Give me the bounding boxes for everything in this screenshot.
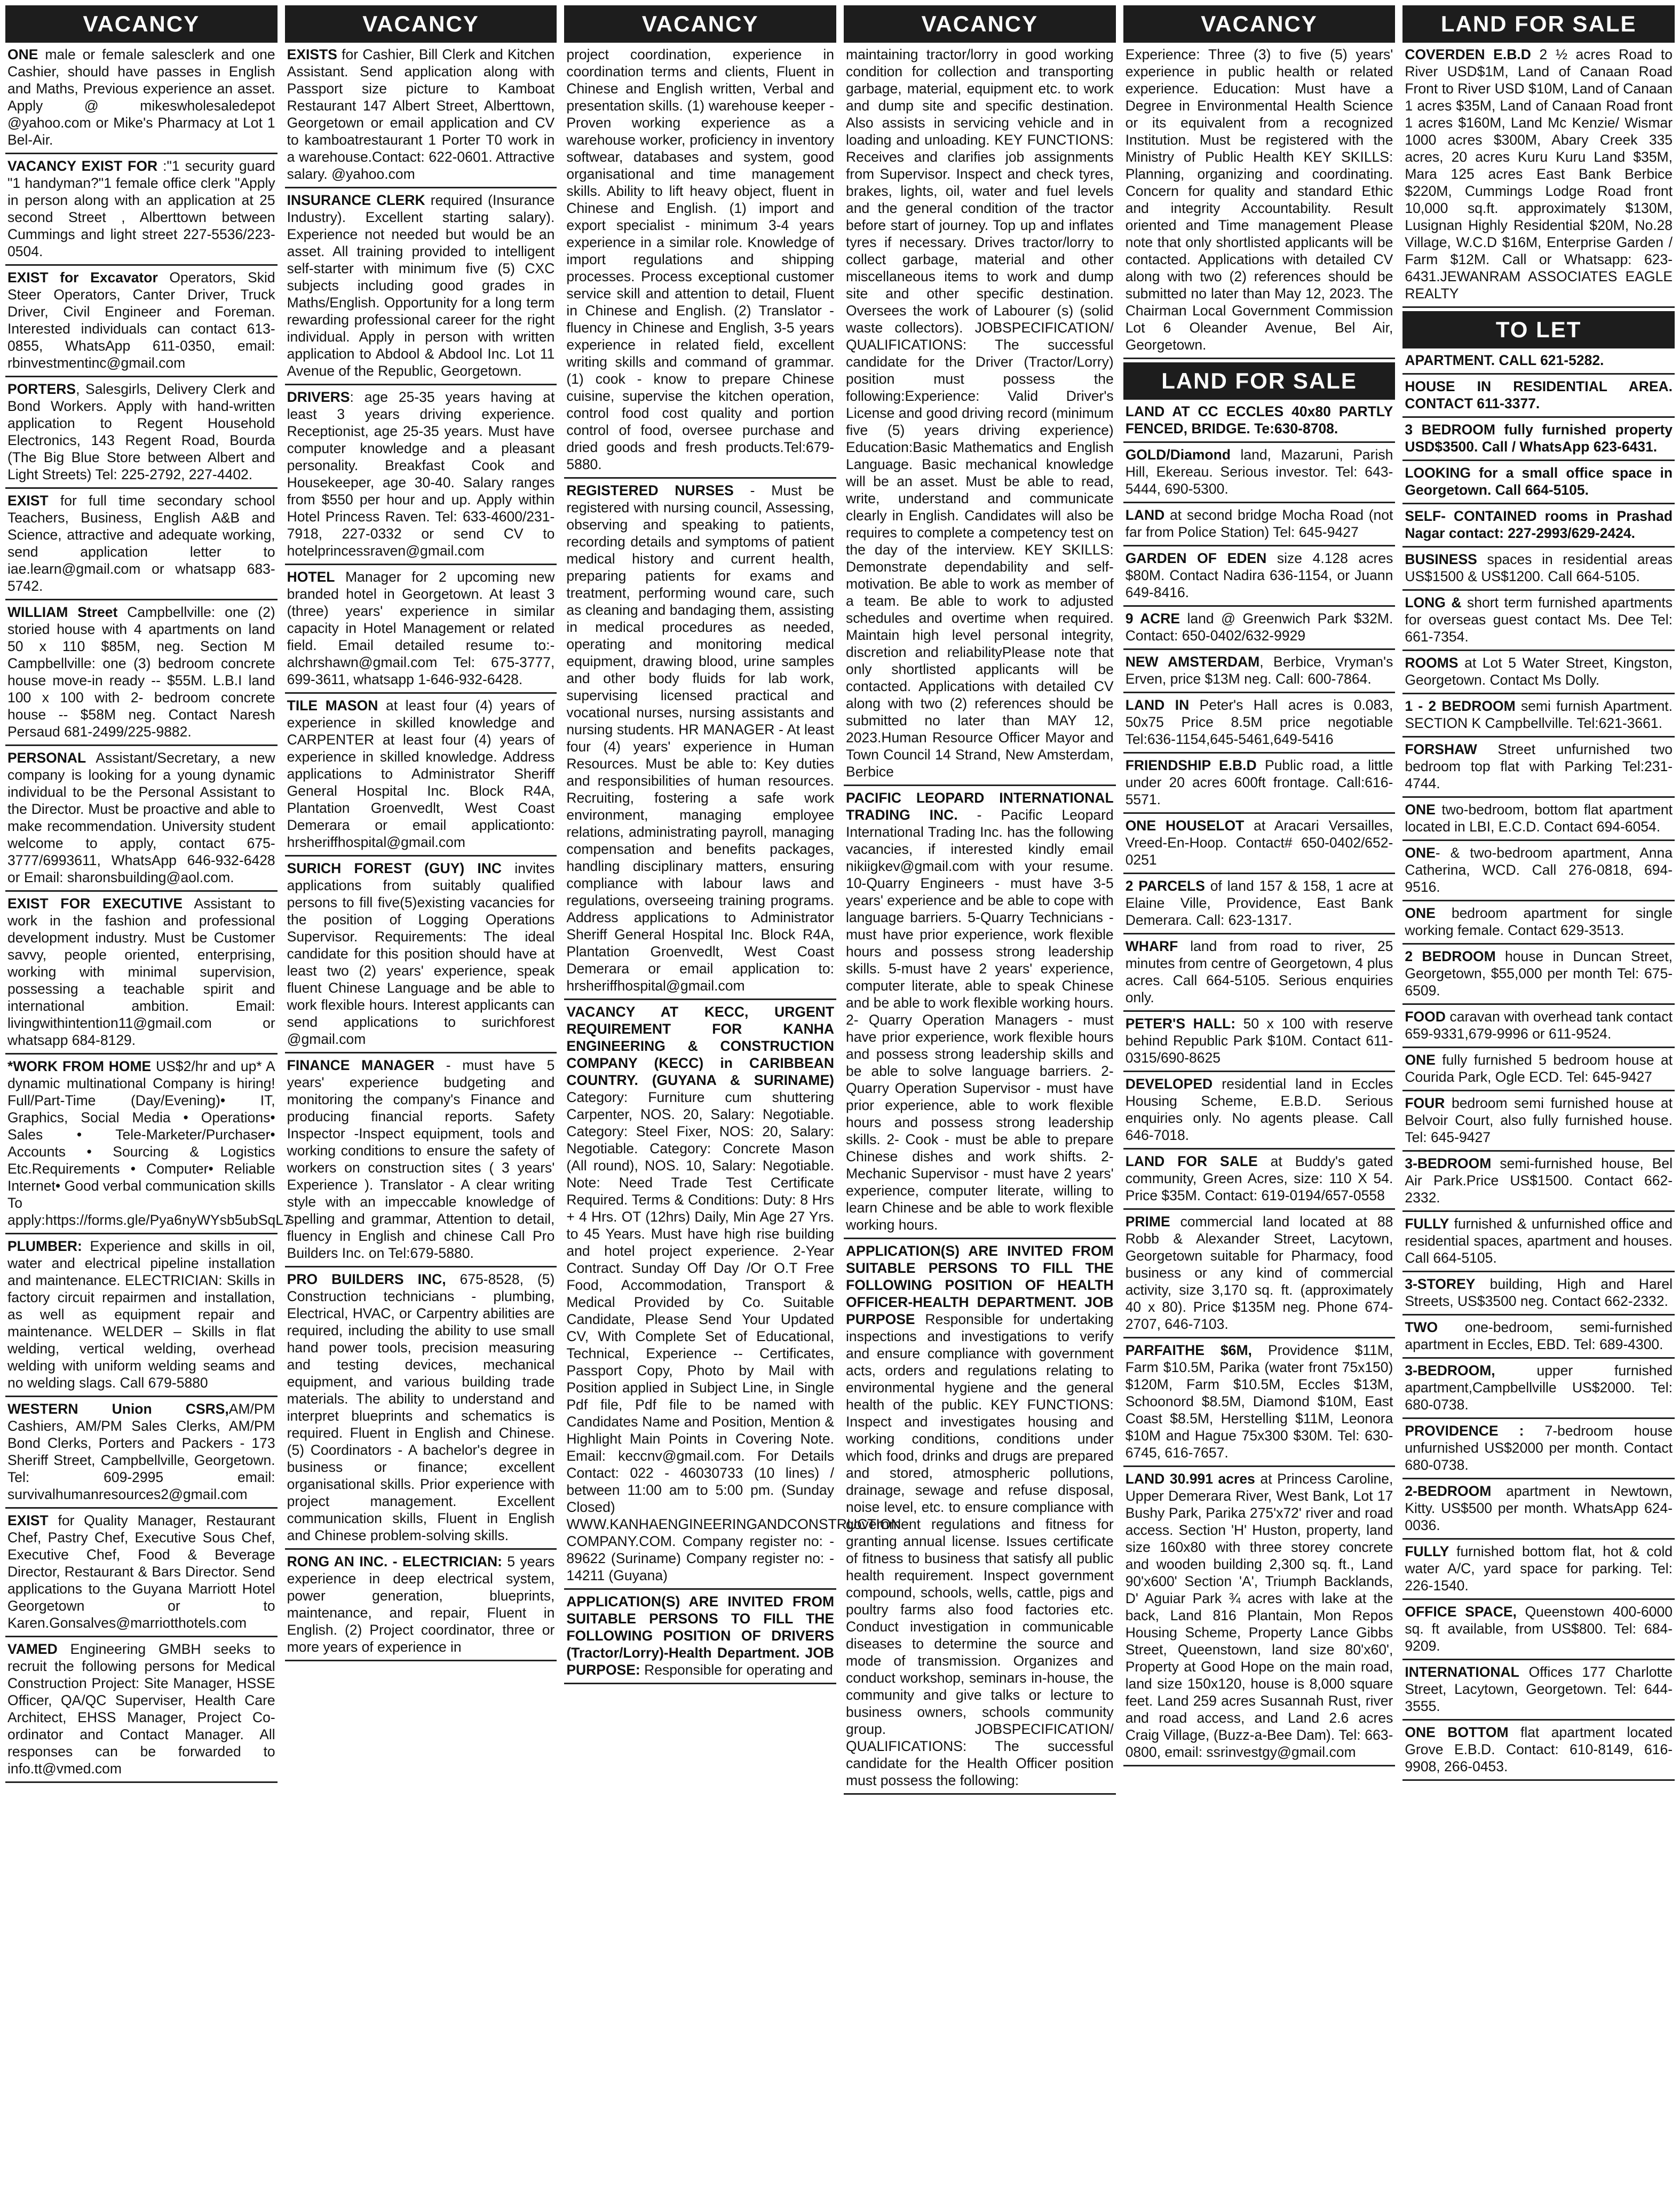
ad-text: at Lot 5 Water Street, Kingston, Georgetown. Contact Ms Dolly. <box>1405 655 1673 688</box>
classified-ad <box>285 1267 557 1550</box>
classified-ad <box>1402 1419 1675 1479</box>
ad-text: semi-furnished house, Bel Air Park.Price US$1500. Contact 662-2332. <box>1405 1155 1673 1206</box>
section-header-to-let: TO LET <box>1402 311 1675 348</box>
classified-ad <box>5 1637 278 1783</box>
ad-lead: ONE <box>1405 1052 1436 1068</box>
classified-ad <box>1123 443 1396 503</box>
classified-ad <box>1402 738 1675 798</box>
classified-ad <box>285 385 557 565</box>
ad-lead: SELF- CONTAINED rooms in Prashad Nagar contact: 227-2993/629-2424. <box>1405 508 1673 541</box>
classified-ad <box>1123 814 1396 874</box>
ad-text: flat apartment located Grove E.B.D. Contact: 610-8149, 616-9908, 266-0453. <box>1405 1724 1673 1774</box>
ad-lead: FRIENDSHIP E.B.D <box>1125 757 1257 773</box>
ad-lead: PORTERS <box>7 381 76 397</box>
classified-ad <box>564 43 836 479</box>
ad-lead: EXIST <box>7 1512 49 1528</box>
ad-text: project coordination, experience in coordination terms and clients, Fluent in Chinese and English written, Verbal and presentation skills. (1) warehouse keeper - Proven working experience as a warehouse worker, proficiency in inventory softwear, databases and system, good organisational and time management skills. Ability to lift heavy object, fluent in Chinese and English. (1) import and export specialist - minimum 3-4 years experience in a similar role. Knowledge of import regulations and shipping processes. Process exceptional customer service skill and attention to detail, Fluent in Chinese and English. (2) Translator - fluency in Chinese and English, 3-5 years experience in related field, excellent writing skills and command of grammar. (1) cook - know to prepare Chinese cuisine, supervise the kitchen operation, control food cost quality and portion control of food, oversee purchase and dried goods and fresh products.Tel:679-5880. <box>566 46 835 472</box>
classifieds-page <box>5 5 1675 2200</box>
ad-lead: ONE <box>1405 802 1436 818</box>
ad-text: - must have 5 years' experience budgeting and monitoring the company's Finance and producing financial reports. Safety Inspector -Inspect equipment, tools and working conditions to ensure the safety of workers on construction sites ( 3 years' Experience ). Translator - A clear writing style with an impeccable knowledge of spelling and grammar, Attention to detail, fluency in English and chinese Call Pro Builders Inc. on Tel:679-5880. <box>287 1057 555 1261</box>
classified-ad <box>285 857 557 1053</box>
ad-lead: PACIFIC LEOPARD INTERNATIONAL TRADING INC. <box>846 790 1114 823</box>
ad-text: for full time secondary school Teachers, Business, English A&B and Science, attractive and adequate working, send application letter to iae.learn@gmail.com or whatsapp 683-5742. <box>7 493 275 594</box>
ad-text: Operators, Skid Steer Operators, Canter Driver, Truck Driver, Civil Engineer and Foreman. Interested individuals can contact 613-0855, WhatsApp 611-0350, email: rbinvestmentinc@gmail.com <box>7 270 275 371</box>
classified-ad <box>1123 607 1396 650</box>
classified-ad <box>1402 1540 1675 1600</box>
ad-lead: PROVIDENCE : <box>1405 1423 1524 1439</box>
classified-ad <box>1402 841 1675 901</box>
classified-ad <box>1123 934 1396 1012</box>
classified-ad <box>1402 798 1675 841</box>
ad-text: Queenstown 400-6000 sq. ft available, from US$800. Tel: 684-9209. <box>1405 1604 1673 1654</box>
ad-lead: ONE <box>1405 905 1436 921</box>
classified-ad <box>1123 1338 1396 1467</box>
ad-text: Peter's Hall acres is 0.083, 50x75 Price 8.5M price negotiable Tel:636-1154,645-5461,649-5416 <box>1125 697 1393 747</box>
ad-text: Public road, a little under 20 acres 600ft frontage. Call:616-5571. <box>1125 757 1393 807</box>
classified-ad <box>1402 1272 1675 1315</box>
ad-text: at Princess Caroline, Upper Demerara River, West Bank, Lot 17 Bushy Park, Parika 275'x72' river and road access. Section 'H' Huston, property, land size 160x80 with three storey concrete and wooden building 2,300 sq. ft., Land 90'x600' Section 'A', Triumph Backlands, D' Aguiar Park ¾ acres with lake at the back, Land 816 Plantain, Mon Repos Housing Scheme, Property Lance Gibbs Street, Queenstown, land size 80'x60', Property at Good Hope on the main road, land size 150x120, house is 8,000 square feet. Land 259 acres Susannah Rust, river and road access, and Land 2.6 acres Craig Village, (Buzz-a-Bee Dam). Tel: 663-0800, email: ssrinvestgy@gmail.com <box>1125 1471 1393 1760</box>
classified-ad <box>1123 650 1396 693</box>
ad-lead: *WORK FROM HOME <box>7 1058 152 1074</box>
ad-text: - & two-bedroom apartment, Anna Catherina, WCD. Call 276-0818, 694-9516. <box>1405 845 1673 895</box>
ad-lead: EXISTS <box>287 46 337 62</box>
ad-lead: PRO BUILDERS INC, <box>287 1271 446 1287</box>
ad-lead: FOUR <box>1405 1095 1445 1111</box>
classified-ad <box>285 694 557 857</box>
classified-ad <box>5 1055 291 1234</box>
ad-lead: TWO <box>1405 1319 1438 1335</box>
ad-text: spaces in residential areas US$1500 & US$1200. Call 664-5105. <box>1405 551 1673 584</box>
ad-text: land from road to river, 25 minutes from centre of Georgetown, 4 plus acres. Call 664-5105. Serious enquiries only. <box>1125 938 1393 1005</box>
classified-ad <box>5 377 278 489</box>
ad-text: 7-bedroom house unfurnished US$2000 per month. Contact 680-0738. <box>1405 1423 1673 1473</box>
column-5 <box>1123 5 1396 2200</box>
ad-text: required (Insurance Industry). Excellent starting salary). Experience not needed but would be an asset. All training provided to intelligent self-starter with minimum five (5) CXC subjects including good grades in Maths/English. Opportunity for a long term rewarding professional career for the right individual. Apply in person with written application to Abdool & Abdool Inc. Lot 11 Avenue of the Republic, Georgetown. <box>287 192 555 379</box>
ad-lead: PARFAITHE $6M, <box>1125 1342 1252 1358</box>
ad-text: Engineering GMBH seeks to recruit the following persons for Medical Construction Project: Site Manager, HSSE Officer, QA/QC Superviser, Health Care Architect, EHSS Manager, Project Co-ordinator and Contact Manager. All responses can be forwarded to info.tt@vmed.com <box>7 1641 275 1777</box>
ad-text: , Salesgirls, Delivery Clerk and Bond Workers. Apply with hand-written application to Regent Household Electronics, 143 Regent Road, Bourda (The Big Blue Store between Albert and Light Streets) Tel: 225-2792, 227-4402. <box>7 381 275 482</box>
ad-lead: PLUMBER: <box>7 1238 82 1254</box>
section-header: VACANCY <box>5 5 278 43</box>
classified-ad <box>5 154 278 266</box>
ad-lead: VAMED <box>7 1641 58 1657</box>
ad-text: short term furnished apartments for overseas guest contact Ms. Dee Tel: 661-7354. <box>1405 595 1673 645</box>
classified-ad <box>5 266 278 377</box>
ad-text: two-bedroom, bottom flat apartment located in LBI, E.C.D. Contact 694-6054. <box>1405 802 1673 835</box>
ad-lead: TILE MASON <box>287 698 378 714</box>
classified-ad <box>1123 1012 1396 1072</box>
ad-lead: SURICH FOREST (GUY) INC <box>287 860 502 876</box>
ad-lead: PRIME <box>1125 1214 1170 1230</box>
ad-text: maintaining tractor/lorry in good working condition for collection and transporting garbage, material, equipment etc. to work and dump site and specific destination. Also assists in servicing vehicle and in loading and unloading. KEY FUNCTIONS: Receives and clarifies job assignments from Supervisor. Inspect and check tyres, brakes, lights, oil, water and fuel levels and the general condition of the tractor before start of journey. Top up and inflates tyres if necessary. Drives tractor/lorry to collect garbage, material and other miscellaneous items to work and dump site and other specific destination. Oversees the work of Labourer (s) (solid waste collectors). JOBSPECIFICATION/ QUALIFICATIONS: The successful candidate for the Driver (Tractor/Lorry) position must possess the following:Experience: Valid Driver's License and good driving record (minimum five (5) years driving experience) Education:Basic Mathematics and English Language. Basic mechanical knowledge will be an asset. Must be able to read, write, understand and communicate clearly in English. Candidates will also be requires to complete a competency test on the day of the interview. KEY SKILLS: Demonstrate dependability and self-motivation. Be able to work as member of a team. Be able to work to adjusted schedules and overtime when required. Maintain high level personal integrity, discretion and reliabilityPlease note that only shortlisted applicants will be contacted. Applications with detailed CV along with two (2) references should be submitted no later than MAY 12, 2023.Human Resource Officer Mayor and Town Council 14 Strand, New Amsterdam, Berbice <box>846 46 1114 780</box>
section-header: VACANCY <box>844 5 1116 43</box>
ad-text: at second bridge Mocha Road (not far from Police Station) Tel: 645-9427 <box>1125 507 1393 540</box>
ad-lead: INSURANCE CLERK <box>287 192 425 208</box>
ad-text: building, High and Harel Streets, US$3500 neg. Contact 662-2332. <box>1405 1276 1673 1309</box>
column-3 <box>564 5 901 2200</box>
ad-lead: PETER'S HALL: <box>1125 1016 1236 1032</box>
ad-lead: RONG AN INC. - ELECTRICIAN: <box>287 1554 502 1570</box>
ad-text: commercial land located at 88 Robb & Alexander Street, Lacytown, Georgetown suitable for Pharmacy, food business or any kind of commercial activity, size 3,170 sq. ft. (approximately 40 x 80). Price $135M neg. Phone 674-2707, 646-7103. <box>1125 1214 1393 1332</box>
ad-text: Experience and skills in oil, water and electrical pipeline installation and maintenance. ELECTRICIAN: Skills in factory circuit repairmen and installation, as well as equipment repair and maintenance. WELDER – Skills in flat welding, vertical welding, overhead welding with uniform welding seams and no welding slags. Call 679-5880 <box>7 1238 275 1391</box>
ad-text: at Aracari Versailles, Vreed-En-Hoop. Contact# 650-0402/652-0251 <box>1125 818 1393 868</box>
classified-ad <box>1402 1315 1675 1359</box>
ad-text: of land 157 & 158, 1 acre at Elaine Ville, Providence, East Bank Demerara. Call: 623-1317. <box>1125 878 1393 928</box>
ad-lead: LAND 30.991 acres <box>1125 1471 1255 1487</box>
classified-ad <box>1402 1212 1675 1272</box>
ad-text: Experience: Three (3) to five (5) years' experience in public health or related experience. Education: Must have a Degree in Environmental Health Science or its equivalent from a recognized Institution. Must be registered with the Ministry of Public Health KEY SKILLS: Planning, organizing and coordinating. Concern for quality and standard Ethic and integrity Accountability. Result oriented and Time management Please note that only shortlisted applicants will be contacted. Applications with detailed CV along with two (2) references should be submitted no later than May 12, 2023. The Chairman Local Government Commission Lot 6 Oleander Avenue, Bel Air, Georgetown. <box>1125 46 1393 353</box>
ad-text: Assistant to work in the fashion and professional development industry. Must be Customer savvy, people oriented, enterprising, working with minimal supervision, possessing a teachable spirit and international ambition. Email: livingwithintention11@gmail.com or whatsapp 684-8129. <box>7 896 275 1048</box>
ad-lead: ONE <box>7 46 38 62</box>
classified-ad <box>285 565 557 694</box>
ad-lead: 3-BEDROOM <box>1405 1155 1492 1171</box>
ad-text: bedroom semi furnished house at Belvoir Court, also fully furnished house. Tel: 645-9427 <box>1405 1095 1673 1145</box>
classified-ad <box>1402 461 1675 504</box>
ad-lead: FOOD <box>1405 1009 1446 1025</box>
ad-lead: APARTMENT. CALL 621-5282. <box>1405 352 1604 368</box>
ad-text: Category: Furniture cum shuttering Carpenter, NOS. 20, Salary: Negotiable. Category: Steel Fixer, NOS: 20, Salary: Negotiable. Category: Concrete Mason (All round), NOS. 10, Salary: Negotiable. Note: Need Trade Test Certificate Required. Terms & Conditions: Duty: 8 Hrs + 4 Hrs. OT (12hrs) Daily, Min Age 27 Yrs. to 45 Years. Must have high rise building and hotel project experience. 2-Year Contract. Sunday Off Day /Or O.T Free Food, Accommodation, Transport & Medical Provided by Co. Suitable Candidate, Please Send Your Updated CV, With Complete Set of Educational, Technical, Experience -- Certificates, Passport Copy, Photo by Mail with Position applied in Subject Line, in Single Pdf file, Pdf file to be named with Candidates Name and Position, Mention & Highlight Main Points in Covering Note. Email: keccnv@gmail.com. For Details Contact: 022 - 46030733 (10 lines) / between 11:00 am to 5:00 pm. (Sunday Closed) WWW.KANHAENGINEERINGANDCONSTRUCTION COMPANY.COM. Company register no: - 89622 (Suriname) Company register no: - 14211 (Guyana) <box>566 1089 901 1583</box>
ad-text: for Quality Manager, Restaurant Chef, Pastry Chef, Executive Sous Chef, Executive Chef, Food & Beverage Director, Restaurant & Bars Director. Send applications to the Guyana Marriott Hotel Georgetown or to Karen.Gonsalves@marriotthotels.com <box>7 1512 275 1631</box>
ad-list <box>5 43 291 2200</box>
ad-lead: WHARF <box>1125 938 1178 954</box>
ad-lead: ONE BOTTOM <box>1405 1724 1509 1740</box>
ad-text: Street unfurnished two bedroom top flat with Parking Tel:231-4744. <box>1405 741 1673 791</box>
classified-ad <box>1402 945 1675 1005</box>
ad-text: Offices 177 Charlotte Street, Lacytown, Georgetown. Tel: 644-3555. <box>1405 1664 1673 1714</box>
ad-lead: DEVELOPED <box>1125 1076 1213 1092</box>
classified-ad <box>564 479 836 1000</box>
ad-text: Responsible for undertaking inspections and investigations to verify and ensure compliance with government acts, orders and regulations relating to environmental hygiene and the general health of the public. KEY FUNCTIONS: Inspect and investigates housing and working conditions, conditions under which food, drinks and drugs are prepared and stored, atmospheric pollutions, drainage, sewage and refuse disposal, noise level, etc. to ensure compliance with government regulations and fitness for granting annual license. Issues certificate of fitness to business that satisfy all public health requirement. Inspect government compound, schools, wells, cattle, pigs and poultry farms also food factories etc. Conduct investigation in communicable diseases to determine the source and mode of transmission. Organizes and conduct workshop, seminars in-house, the community and give talks or lecture to business owners, schools community group. JOBSPECIFICATION/ QUALIFICATIONS: The successful candidate for the Health Officer position must possess the following: <box>846 1311 1114 1788</box>
ad-lead: 2 PARCELS <box>1125 878 1205 894</box>
classified-ad <box>5 1509 278 1637</box>
column-1 <box>5 5 291 2200</box>
ad-list <box>1123 43 1396 359</box>
classified-ad <box>1123 1210 1396 1338</box>
ad-lead: GARDEN OF EDEN <box>1125 550 1267 566</box>
classified-ad <box>1402 418 1675 461</box>
classified-ad <box>1123 400 1396 443</box>
ad-text: at least four (4) years of experience in skilled knowledge and CARPENTER at least four (4) years of experience in skilled knowledge. Address applications to Administrator Sheriff General Hospital Inc. Block R4A, Plantation Groenvedlt, West Coast Demerara or email applicationto: hrsheriffhospital@gmail.com <box>287 698 555 850</box>
classified-ad <box>1402 694 1675 738</box>
ad-lead: HOUSE IN RESIDENTIAL AREA. CONTACT 611-3377. <box>1405 378 1673 411</box>
classified-ad <box>285 1053 557 1267</box>
ad-lead: OFFICE SPACE, <box>1405 1604 1517 1620</box>
classified-ad <box>1402 1660 1675 1721</box>
classified-ad <box>1402 901 1675 945</box>
ad-lead: BUSINESS <box>1405 551 1477 567</box>
classified-ad <box>1402 348 1675 375</box>
classified-ad <box>1123 874 1396 934</box>
column-6 <box>1402 5 1675 2200</box>
ad-lead: DRIVERS <box>287 389 350 405</box>
ad-list <box>1402 43 1675 308</box>
classified-ad <box>5 489 278 600</box>
ad-text: :"1 security guard "1 handyman?"1 female office clerk "Apply in person along with an application at 25 second Street , Alberttown between Cummings and light street 227-5536/223-0504. <box>7 158 275 259</box>
ad-lead: PERSONAL <box>7 750 86 766</box>
classified-ad <box>285 43 557 188</box>
ad-lead: APPLICATION(S) ARE INVITED FROM SUITABLE PERSONS TO FILL THE FOLLOWING POSITION OF DRIVERS (Tractor/Lorry)-Health Department. JOB PURPOSE: <box>566 1594 835 1678</box>
classified-ad <box>1402 1721 1675 1781</box>
classified-ad <box>1402 1005 1675 1048</box>
ad-text: for Cashier, Bill Clerk and Kitchen Assistant. Send application along with Passport size picture to Kamboat Restaurant 147 Albert Street, Alberttown, Georgetown or email application and CV to kamboatrestaurant 1 Porter T0 work in a warehouse.Contact: 622-0601. Attractive salary. @yahoo.com <box>287 46 555 182</box>
ad-lead: FORSHAW <box>1405 741 1477 757</box>
classified-ad <box>5 600 278 746</box>
ad-text: US$2/hr and up* A dynamic multinational Company is hiring! Full/Part-Time (Day/Evening)• IT, Graphics, Social Media • Operations• Sales • Tele-Marketer/Purchaser• Accounts • Sourcing & Logistics Etc.Requirements • Computer• Reliable Internet• Good verbal communication skills To apply:https://forms.gle/Pya6nyWYsb5ubSqL7 <box>7 1058 291 1228</box>
ad-text: 50 x 100 with reserve behind Republic Park $10M. Contact 611-0315/690-8625 <box>1125 1016 1393 1066</box>
ad-text: size 4.128 acres $80M. Contact Nadira 636-1154, or Juann 649-8416. <box>1125 550 1393 600</box>
ad-text: bedroom apartment for single working female. Contact 629-3513. <box>1405 905 1673 938</box>
ad-lead: HOTEL <box>287 569 335 585</box>
classified-ad <box>844 43 1116 786</box>
ad-text: Responsible for operating and <box>640 1662 833 1678</box>
ad-lead: 9 ACRE <box>1125 611 1180 627</box>
classified-ad <box>1402 1152 1675 1212</box>
ad-text: 2 ½ acres Road to River USD$1M, Land of Canaan Road Front to River USD $10M, Land of Canaan 1 acres $35M, Land of Canaan Road front 1 acres $160M, Land Mc Kenzie/ Wismar 1000 acres $300M, Abary Creek 335 acres, 20 acres Kuru Kuru Land $35M, Mara 125 acres East Bank Berbice $220M, Cummings Lodge Road front 10,000 sq.ft. approximately $130M, Lusignan Highly Residential $20M, No.28 Village, W.C.D $16M, Enterprise Garden / Farm $12M. Call or Whatsapp: 623-6431.JEWANRAM ASSOCIATES EAGLE REALTY <box>1405 46 1673 302</box>
ad-lead: FULLY <box>1405 1543 1449 1559</box>
ad-list <box>285 43 557 2200</box>
ad-list <box>564 43 901 2200</box>
classified-ad <box>1123 754 1396 814</box>
column-4 <box>844 5 1116 2200</box>
ad-lead: NEW AMSTERDAM <box>1125 654 1260 670</box>
classified-ad <box>564 1000 901 1590</box>
ad-lead: APPLICATION(S) ARE INVITED FROM SUITABLE PERSONS TO FILL THE FOLLOWING POSITION OF HEALTH OFFICER-HEALTH DEPARTMENT. JOB PURPOSE <box>846 1243 1114 1327</box>
ad-text: caravan with overhead tank contact 659-9331,679-9996 or 611-9524. <box>1405 1009 1673 1042</box>
ad-text: : age 25-35 years having at least 3 years driving experience. Receptionist, age 25-35 years. Must have computer knowledge and a pleasant personality. Breakfast Cook and Housekeeper, age 30-40. Salary ranges from $550 per hour and up. Apply within Hotel Princess Raven. Tel: 633-4600/231-7918, 227-0332 or send CV to hotelprincessraven@gmail.com <box>287 389 555 559</box>
ad-text: land @ Greenwich Park $32M. Contact: 650-0402/632-9929 <box>1125 611 1393 644</box>
section-header-land-for-sale: LAND FOR SALE <box>1123 362 1396 400</box>
ad-lead: EXIST <box>7 493 49 509</box>
classified-ad <box>5 1234 278 1397</box>
classified-ad <box>1402 1600 1675 1660</box>
classified-ad <box>285 1550 557 1661</box>
ad-list <box>844 43 1116 2200</box>
ad-text: , Berbice, Vryman's Erven, price $13M neg. Call: 600-7864. <box>1125 654 1393 687</box>
classified-ad <box>1402 1479 1675 1540</box>
ad-lead: EXIST FOR EXECUTIVE <box>7 896 183 912</box>
ad-lead: EXIST for Excavator <box>7 270 158 286</box>
ad-text: one-bedroom, semi-furnished apartment in Eccles, EBD. Tel: 689-4300. <box>1405 1319 1673 1352</box>
ad-lead: WESTERN Union CSRS, <box>7 1401 229 1417</box>
ad-lead: LAND FOR SALE <box>1125 1153 1258 1169</box>
ad-lead: COVERDEN E.B.D <box>1405 46 1531 62</box>
classified-ad <box>5 43 278 154</box>
ad-lead: 1 - 2 BEDROOM <box>1405 698 1516 714</box>
ad-lead: LAND IN <box>1125 697 1190 713</box>
ad-lead: 3-BEDROOM, <box>1405 1362 1495 1378</box>
ad-text: semi furnish Apartment. SECTION K Campbellville. Tel:621-3661. <box>1405 698 1673 731</box>
ad-lead: ONE <box>1405 845 1436 861</box>
classified-ad <box>1123 43 1396 359</box>
classified-ad <box>1402 504 1675 548</box>
ad-list <box>1123 400 1396 2200</box>
ad-text: Campbellville: one (2) storied house with 4 apartments on land 50 x 110 $85M, neg. Section M Campbellville: one (3) bedroom concrete house move-in ready -- $55M. L.B.I land 100 x 100 with 2- bedroom concrete house -- $58M neg. Contact Naresh Persaud 681-2499/225-9882. <box>7 604 275 740</box>
ad-lead: REGISTERED NURSES <box>566 482 734 498</box>
classified-ad <box>5 746 278 892</box>
classified-ad <box>844 786 1116 1239</box>
ad-lead: FINANCE MANAGER <box>287 1057 435 1073</box>
ad-lead: GOLD/Diamond <box>1125 447 1231 463</box>
classified-ad <box>564 1590 836 1684</box>
ad-text: apartment in Newtown, Kitty. US$500 per month. WhatsApp 624-0036. <box>1405 1483 1673 1533</box>
ad-lead: 2 BEDROOM <box>1405 948 1496 964</box>
ad-lead: FULLY <box>1405 1216 1449 1232</box>
ad-lead: ONE HOUSELOT <box>1125 818 1245 834</box>
classified-ad <box>844 1239 1116 1795</box>
section-header: LAND FOR SALE <box>1402 5 1675 43</box>
classified-ad <box>1402 548 1675 591</box>
classified-ad <box>1402 591 1675 651</box>
ad-text: upper furnished apartment,Campbellville US$2000. Tel: 680-0738. <box>1405 1362 1673 1413</box>
ad-text: furnished & unfurnished office and residential spaces, apartment and houses. Call 664-5105. <box>1405 1216 1673 1266</box>
ad-text: male or female salesclerk and one Cashier, should have passes in English and Maths, Previous experience an asset. Apply @ mikeswholesaledepot @yahoo.com or Mike's Pharmacy at Lot 1 Bel-Air. <box>7 46 275 148</box>
section-header: VACANCY <box>1123 5 1396 43</box>
ad-lead: LOOKING for a small office space in Georgetown. Call 664-5105. <box>1405 465 1673 498</box>
ad-text: at Buddy's gated community, Green Acres, size: 110 X 54. Price $35M. Contact: 619-0194/657-0558 <box>1125 1153 1393 1203</box>
ad-text: AM/PM Cashiers, AM/PM Sales Clerks, AM/PM Bond Clerks, Porters and Packers - 173 Sheriff Street, Campbellville, Georgetown. Tel: 609-2995 email: survivalhumanresources2@gmail.com <box>7 1401 275 1502</box>
ad-lead: ROOMS <box>1405 655 1459 671</box>
ad-text: Manager for 2 upcoming new branded hotel in Georgetown. At least 3 (three) years' experience in similar capacity in Hotel Management or related field. Email detailed resume to:- alchrshawn@gmail.com Tel: 675-3777, 699-3611, whatsapp 1-646-932-6428. <box>287 569 555 687</box>
ad-text: Providence $11M, Farm $10.5M, Parika (water front 75x150) $120M, Farm $10.5M, Eccles $13M, Schoonord $8.5M, Diamond $10M, East Coast $8.5M, Herstelling $11M, Leonora $10M and Hague 75x300 $30M. Tel: 630-6745, 616-7657. <box>1125 1342 1393 1461</box>
ad-lead: VACANCY AT KECC, URGENT REQUIREMENT FOR KANHA ENGINEERING & CONSTRUCTION COMPANY (KECC) in CARIBBEAN COUNTRY. (GUYANA & SURINAME) <box>566 1004 835 1088</box>
ad-lead: 2-BEDROOM <box>1405 1483 1492 1499</box>
section-header: VACANCY <box>285 5 557 43</box>
classified-ad <box>1123 1150 1396 1210</box>
classified-ad <box>5 892 278 1055</box>
classified-ad <box>1402 375 1675 418</box>
ad-text: - Must be registered with nursing council, Assessing, observing and speaking to patients, recording details and symptoms of patient medical history and current health, preparing patients for exams and treatment, performing wound care, such as cleaning and bandaging them, assisting in medical procedures as needed, operating and monitoring medical equipment, drawing blood, urine samples and other body fluids for lab work, supervising licensed practical and vocational nurses, nursing assistants and nursing students. HR MANAGER - At least four (4) years' experience in Human Resources. Must be able to: Key duties and responsibilities of human resources. Recruiting, fostering a safe work environment, managing employee relations, administrating payroll, managing compensation and benefits packages, handling disciplinary matters, ensuring compliance with labour laws and regulations, overseeing training programs. Address applications to Administrator Sheriff General Hospital Inc. Block R4A, Plantation Groenvedlt, West Coast Demerara or email application to: hrsheriffhospital@gmail.com <box>566 482 835 994</box>
ad-lead: INTERNATIONAL <box>1405 1664 1519 1680</box>
classified-ad <box>5 1397 278 1509</box>
classified-ad <box>1402 651 1675 694</box>
ad-lead: 3-STOREY <box>1405 1276 1476 1292</box>
classified-ad <box>1402 1048 1675 1091</box>
ad-lead: 3 BEDROOM fully furnished property USD$3500. Call / WhatsApp 623-6431. <box>1405 422 1673 455</box>
classified-ad <box>1123 1072 1396 1150</box>
ad-text: 5 years experience in deep electrical system, power generation, blueprints, maintenance, and repair, Fluent in English. (2) Project coordinator, three or more years of experience in <box>287 1554 555 1655</box>
ad-text: residential land in Eccles Housing Scheme, E.B.D. Serious enquiries only. No agents please. Call 646-7018. <box>1125 1076 1393 1143</box>
ad-text: - Pacific Leopard International Trading Inc. has the following vacancies, if interested kindly email nikiigkev@gmail.com with your resume. 10-Quarry Engineers - must have 3-5 years' experience and be able to cope with language barriers. 5-Quarry Technicians - must have prior experience, work flexible hours and possess strong leadership skills. 5-must have 2 years' experience, computer literate, able to speak Chinese and be able to work flexible working hours. 2- Quarry Operation Managers - must have prior experience, work flexible hours and possess strong leadership skills and be able to solve language barriers. 2- Quarry Operation Supervisor - must have prior experience, able to work flexible hours and possess strong leadership skills. 2- Cook - must be able to prepare Chinese dishes and work shifts. 2-Mechanic Supervisor - must have 2 years' experience, computer literate, willing to learn Chinese and be able to work flexible working hours. <box>846 807 1114 1233</box>
ad-text: invites applications from suitably qualified persons to fill five(5)existing vacancies for the position of Logging Operations Supervisor. Requirements: The ideal candidate for this position should have at least two (2) years' experience, speak fluent Chinese Language and be able to work flexible hours. Interest applicants can send applications to surichforest @gmail.com <box>287 860 555 1047</box>
ad-list <box>1402 348 1675 2200</box>
ad-lead: LAND AT CC ECCLES 40x80 PARTLY FENCED, BRIDGE. Te:630-8708. <box>1125 403 1393 437</box>
ad-text: furnished bottom flat, hot & cold water A/C, yard space for parking. Tel: 226-1540. <box>1405 1543 1673 1594</box>
ad-text: fully furnished 5 bedroom house at Courida Park, Ogle ECD. Tel: 645-9427 <box>1405 1052 1673 1085</box>
classified-ad <box>1123 693 1396 754</box>
classified-ad <box>285 188 557 385</box>
classified-ad <box>1402 1091 1675 1152</box>
ad-text: 675-8528, (5) Construction technicians - plumbing, Electrical, HVAC, or Carpentry abilities are required, including the ability to use small hand power tools, precision measuring and testing devices, mechanical equipment, and various building trade materials. The ability to understand and interpret blueprints and schematics is required. Fluent in English and Chinese. (5) Coordinators - A bachelor's degree in business or finance; excellent organisational skills. Prior experience with project management. Excellent communication skills, Fluent in English and Chinese problem-solving skills. <box>287 1271 555 1543</box>
ad-lead: LAND <box>1125 507 1165 523</box>
column-2 <box>285 5 557 2200</box>
classified-ad <box>1123 1467 1396 1766</box>
classified-ad <box>1402 43 1675 308</box>
ad-text: land, Mazaruni, Parish Hill, Ekereau. Serious investor. Tel: 643-5444, 690-5300. <box>1125 447 1393 497</box>
ad-lead: LONG & <box>1405 595 1462 611</box>
classified-ad <box>1402 1359 1675 1419</box>
ad-lead: WILLIAM Street <box>7 604 118 620</box>
classified-ad <box>1123 546 1396 607</box>
ad-lead: VACANCY EXIST FOR <box>7 158 158 174</box>
ad-text: house in Duncan Street, Georgetown, $55,000 per month Tel: 675-6509. <box>1405 948 1673 998</box>
classified-ad <box>1123 503 1396 546</box>
section-header: VACANCY <box>564 5 836 43</box>
ad-text: Assistant/Secretary, a new company is looking for a young dynamic individual to be the Personal Assistant to the Director. Must be proactive and able to make recommendation. University student welcome to apply, contact 675-3777/6993611, WhatsApp 646-932-6428 or Email: sharonsbuilding@aol.com. <box>7 750 275 885</box>
